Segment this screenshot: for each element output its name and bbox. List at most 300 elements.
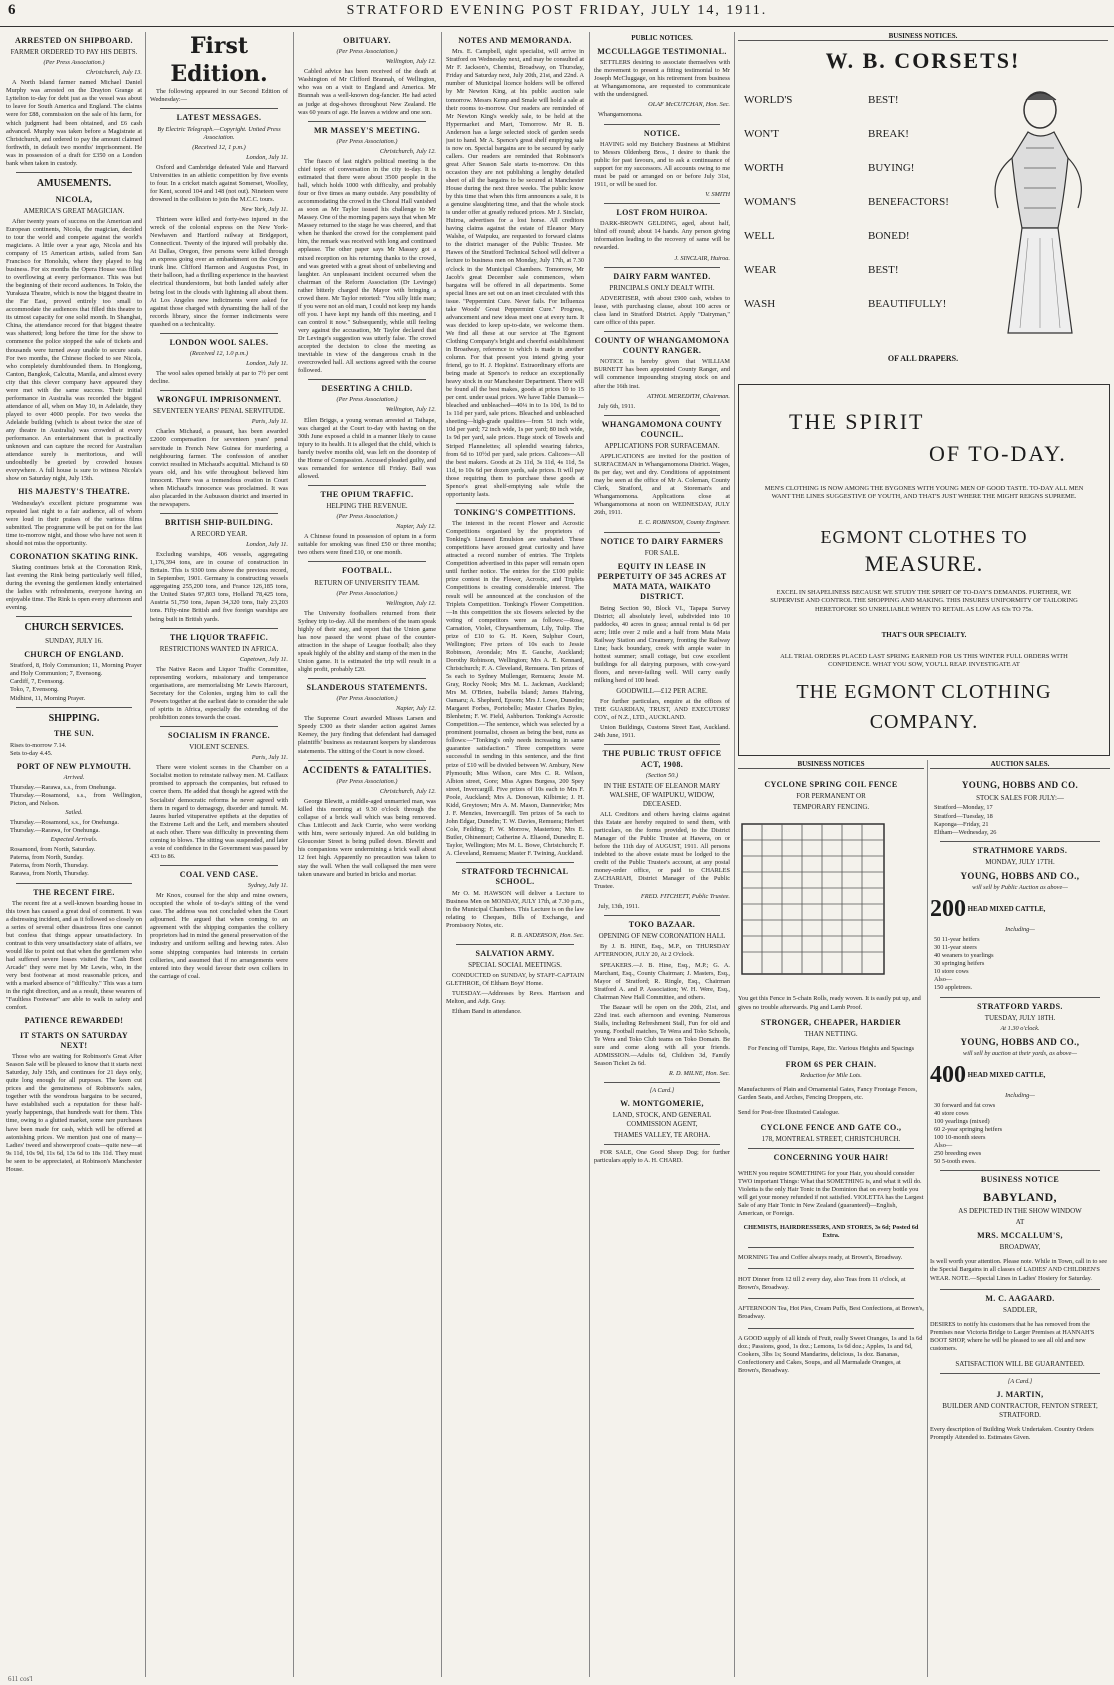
- source-line: (Per Press Association.): [43, 59, 105, 67]
- source-line: (Per Press Association.): [336, 589, 398, 597]
- list-item: Thursday.—Rarawa, s.s., from Onehunga.: [10, 783, 117, 791]
- headline: THE SUN.: [53, 729, 95, 739]
- article-text: Ellen Briggs, a young woman arrested at Taihape, was charged at the Court to-day with having on the 30th June exposed a child in a manner likely to cause injury to its health. It is alleged that the child, which is barely twelve months old, was left on the doorstep of the Home of Compassion. Accused pleaded guilty, and was remanded for sentence till Friday. Bail was allowed.: [298, 416, 436, 480]
- cattle-count: 200: [930, 896, 966, 923]
- dateline: Wellington, July 12.: [385, 58, 436, 66]
- article-text: After twenty years of success on the American and European continents, Nicola, the magician, decided to tour the world and compete against the world's magicians. A little over a year ago, Nicola and his company of 15 American artists, sailed from San Francisco for Honolulu, where they played to big business. For six months the Opera House was filled to overflowing at every performance. This was but the beginning of their record audiences. In Tokio, the Yurakaza Theatre, which is now the biggest theatre in the Far East, proved entirely too small to accommodate the audiences that filled this theatre to its utmost capacity for one solid month. In Shanghai, China, the attendance record for that biggest theatre was shattered; long before the time for the show to commence the police stopped the sale of tickets and thousands were turned away unable to secure seats. For two months, the Chinese flocked to see Nicola, who completely dumbfounded them. In Hongkong, Canton, Bangkok, Calcutta, Manila, and almost every city that this clever company have appeared they were met with the same success. Their initial performance in Australia was recorded the biggest attendance of all, when on May 10, in Adelaide, they played to over 4000 people. For two weeks the Adelaide building (which is about twice the size of any theatre in Australia) was crowded at every performance. An entertainment that is practically unknown and can capture the record for Australian attendance surely is meritorious, and will undoubtedly be greeted by crowded houses everywhere. A full house is sure to witness Nicola's show on Saturday night, July 15th.: [6, 217, 142, 483]
- section-heading: BUSINESS NOTICES: [738, 760, 924, 769]
- list-item: Stratford—Monday, 17: [934, 804, 993, 812]
- divider: [604, 532, 720, 533]
- list-item: Rises to-morrow 7.14.: [10, 741, 67, 749]
- headline: IT STARTS ON SATURDAY NEXT!: [19, 1030, 129, 1050]
- article-text: The interest in the recent Flower and Acrostic Competitions organised by the proprietors of Tonking's Linseed Emulsion are unabated. These competitions have aroused great curiosity and have attracted a record number of entries. The Triplets Competition advertised in this paper will remain open until further notice. The entries for the £100 public prize contest in the Flower, Acrostic, and Triplets Competitions is creating considerable interest. The result will be announced at the conclusion of the Triplets Competition. Tonking's Flower Competition.—In this competition the six flowers selected by the voting of competitors were as follows:—Rose, Carnation, Violet, Chrysanthemum, Lily, Tulip. The prize of £10 to G. H. Keen, Sulphur Court, Wellington; Five prizes of 10s each to Jessie Robinson, Avondale; Mrs E. Gauche, Auckland; Dorothy Robinson, Wellington; Mrs A. E. Kennard, Christchurch; F. A. Cleveland, Remuera. Ten prizes of 5s each to Sydney Mullenger, Remuera; Jessie M. Gray, Rocky Nook; Mrs M. L. Jackman, Auckland; Mrs M. O'Brien, Isabella Island; James Halving, Oamaru; A. Shepherd, Epsom; Mrs J. Lowe, Dunedin; Margaret Forbes, Portobello; Master Charles Byles, Blenheim; F. W. Field, Ashburton. Tonking's Acrostic Competition.—The sentence, which was selected by a prominent journalist, chosen as being the best, runs as follows:—"Tonking's only needs increasing in same guarantee satisfaction." Three competitors were successful in sending in this sentence, and the first prize of £10 will be divided between W. Ambury, New Plymouth; Miss Wilson, care Mrs C. R. Wilson, Albion street, Gore; Miss Agnes Burgess, 200 Spey street, Invercargill. Five prizes of 10s each to Mrs F. Poole, Auckland; Mrs A. Donovan, Kilbirnie; J. H. Kidd, Greytown; Mrs A. M. Mason, Dannevirke; Mrs J. F. Menzies, Invercargill. Ten prizes of 5s each to John Edgar, Dunedin; T. W. Davies, Remuera; Herbert Cole, Feilding; F. W. Morrow, Masterton; Mrs E. Butler, Ohinemuri; Catherine A. Eliaond, Dunedin; E. Taylor, Wellington; Mrs M. L. Bowe, Christchurch; F. A. Cleveland, Remuera; Master F. Twining, Auckland.: [446, 520, 584, 858]
- list-item: 150 appletrees.: [934, 984, 973, 992]
- divider: [160, 726, 278, 727]
- headline: ARRESTED ON SHIPBOARD.: [15, 36, 133, 45]
- dateline: New York, July 11.: [241, 206, 288, 214]
- headline: MR MASSEY'S MEETING.: [313, 125, 420, 135]
- headline: MCCULLAGGE TESTIMONIAL.: [597, 46, 727, 56]
- article-text: Wednesday's excellent picture programme was repeated last night to a fair audience, all of whom were loud in their praises of the various films submitted. The programme will be put on for the last time to-morrow night, and those who have not seen it should not miss the opportunity.: [6, 499, 142, 547]
- list-item: Cardiff, 7, Evensong.: [10, 678, 64, 686]
- headline: DESERTING A CHILD.: [321, 384, 413, 394]
- corset-advertisement: [738, 48, 1108, 374]
- subheadline: LAND, STOCK, AND GENERAL COMMISSION AGENT,: [612, 1111, 712, 1129]
- article-text: The Native Races and Liquor Traffic Committee, representing workers, missionary and temperance organisations, are memorialising Mr Lewis Harcourt, Secretary for the Colonies, urging him to call the Powers together at the earliest date to consider the sale of spirits in Africa, especially the extending of the prohibition zones towards the coast.: [150, 665, 288, 722]
- section-heading: SHIPPING.: [48, 712, 100, 724]
- subheadline: Arrived.: [63, 773, 85, 781]
- ad-word: WASH: [744, 298, 776, 310]
- card-label: [A Card.]: [1007, 1377, 1033, 1385]
- article-text: The wool sales opened briskly at par to 7½ per cent decline.: [150, 370, 288, 386]
- headline: STRATFORD YARDS.: [977, 1001, 1063, 1011]
- divider: [604, 124, 720, 125]
- notice-text: HAVING sold my Butchery Business at Midhirst to Messrs Oldenberg Bros., I desire to thank the public for past favours, and to ask a continuance of support for my successors. All accounts owing to me must be paid or arranged on or before July 31st, 1911, or will be sued for.: [594, 140, 730, 188]
- page-footer: 611 cos'l: [8, 1675, 33, 1683]
- signature: ATHOL MEREDITH, Chairman.: [647, 392, 730, 400]
- ad-text: will sell by Public Auction as above—: [972, 884, 1068, 892]
- subheadline: THAMES VALLEY, TE AROHA.: [613, 1131, 711, 1140]
- headline: YOUNG, HOBBS AND CO.: [961, 780, 1079, 790]
- headline: FOOTBALL.: [341, 566, 393, 576]
- notice-text: SPEAKERS.—J. B. Hine, Esq., M.P.; G. A. Marchant, Esq., County Chairman; J. Masters, Esq., Mayor of Stratford; R. Ringle, Esq., Chairman Stratford A. and P. Association; W. H. Were, Esq., Chairman New Hall Committee, and others.: [594, 961, 730, 1001]
- subheadline: SEVENTEEN YEARS' PENAL SERVITUDE.: [152, 407, 285, 416]
- headline: THE RECENT FIRE.: [33, 887, 115, 897]
- ad-text: WHEN you require SOMETHING for your Hair, you should consider TWO important Things: What that SOMETHING is, and what it will do. Violetta is the only Hair Tonic in the Dominion that on every bottle you will get your money refunded if not satisfied. VIOLETTA has the Largest Sale of any Hair Tonic in New Zealand (guaranteed)—English, American, or Foreign.: [738, 1169, 924, 1217]
- headline: MRS. MCCALLUM'S,: [977, 1230, 1063, 1240]
- divider: [16, 172, 132, 173]
- section-heading: CHURCH SERVICES.: [24, 622, 124, 634]
- subheadline: GOODWILL—£12 PER ACRE.: [616, 687, 708, 696]
- headline: SOCIALISM IN FRANCE.: [167, 731, 270, 741]
- list-item: 100 yearlings (mixed): [934, 1118, 990, 1126]
- notice-text: DARK-BROWN GELDING, aged, about half, blind off round; about 14 hands. Any person giving information leading to the recovery of same will be rewarded.: [594, 220, 730, 252]
- source-line: (Per Press Association.): [336, 396, 398, 404]
- signature: OLAF McCUTCHAN, Hon. Sec.: [648, 101, 730, 109]
- signature: FRED. FITCHETT, Public Trustee.: [640, 893, 730, 901]
- dateline: Christchurch, July 13.: [85, 69, 142, 77]
- ad-word: WEAR: [744, 264, 777, 276]
- article-text: Oxford and Cambridge defeated Yale and Harvard Universities in an athletic competition by five events to four. In a cricket match against Somerset, Woolley, for Kent, scored 104 and 148 (not out). Nineteen were drowned in the collision to join the M.C.C. tours.: [150, 163, 288, 204]
- headline: YOUNG, HOBBS AND CO.,: [960, 870, 1080, 881]
- divider: [748, 1268, 914, 1269]
- section-heading: BUSINESS NOTICES.: [738, 32, 1108, 41]
- ad-text: For Fencing off Turnips, Rape, Etc. Various Heights and Spacings: [747, 1045, 915, 1053]
- cyclone-fence-advertisement: [738, 776, 924, 1676]
- list-item: Stratford—Tuesday, 18: [934, 812, 993, 820]
- dateline: Paris, July 11.: [251, 754, 288, 762]
- ad-text: Send for Post-free Illustrated Catalogue.: [738, 1108, 840, 1116]
- divider: [308, 121, 426, 122]
- ad-word: BUYING!: [868, 162, 915, 174]
- list-item: Rosamond, from North, Saturday.: [10, 846, 96, 854]
- list-item: Midhirst, 11, Morning Prayer.: [10, 694, 86, 702]
- article-text: Charles Michaud, a peasant, has been awarded £2000 compensation for seventeen years' penal servitude in French New Guinea for murdering a neighbouring farmer. The confession of another convict resulted in Michaud's acquittal. Michaud is 60 years old, and his wife throughout believed him innocent. There was a tremendous ovation in Court when Michaud's innocence was proclaimed. It was also placarded in the Aubusson district and inserted in the newspapers.: [150, 428, 288, 508]
- list-item: 250 breeding ewes: [934, 1150, 982, 1158]
- date: July 6th, 1911.: [598, 402, 636, 410]
- divider: [940, 1289, 1100, 1290]
- divider: [604, 267, 720, 268]
- subheadline: Including—: [1005, 926, 1035, 934]
- received-line: (Received 12, 1.0 p.m.): [189, 350, 249, 357]
- headline: NOTES AND MEMORANDA.: [458, 36, 572, 45]
- subheadline: IN THE ESTATE OF ELEANOR MARY WALSHE, OF WAIPUKU, WIDOW, DECEASED.: [603, 781, 721, 808]
- article-text: TUESDAY.—Addresses by Revs. Harrison and Melton, and Adjt. Gray.: [446, 990, 584, 1006]
- auction-sales: [930, 776, 1110, 1676]
- list-item: 50 5-tooth ewes.: [934, 1158, 976, 1166]
- page-number: 6: [8, 2, 16, 18]
- column-rule: [293, 32, 294, 1677]
- list-item: 30 springing heifers: [934, 960, 985, 968]
- article-text: A Chinese found in possession of opium in a form suitable for smoking was fined £50 or three months; two others were fined £10, or one month.: [298, 533, 436, 557]
- divider: [940, 1373, 1100, 1374]
- headline: J. MARTIN,: [996, 1389, 1044, 1399]
- headline: CHURCH OF ENGLAND.: [24, 650, 124, 660]
- subheadline: THAN NETTING.: [804, 1030, 858, 1039]
- headline: CORONATION SKATING RINK.: [9, 551, 139, 561]
- ad-text: MEN'S CLOTHING IS NOW AMONG THE BYGONES WITH YOUNG MEN OF GOOD TASTE. TO-DAY ALL MEN WANT THE LINES SUGGESTIVE OF YOUTH, AND THAT'S JUST WHERE THE MIGHT REIGNS SUPREME.: [764, 485, 1084, 501]
- ad-title: THE EGMONT CLOTHING: [796, 681, 1052, 703]
- divider: [456, 503, 574, 504]
- source-line: (Per Press Association.): [336, 695, 398, 703]
- ad-text: You get this Fence in 5-chain Rolls, ready woven. It is easily put up, and gives no trouble afterwards. Pig and Lamb Proof.: [738, 995, 921, 1011]
- list-item: Kaponga—Friday, 21: [934, 820, 989, 828]
- newspaper-title: STRATFORD EVENING POST FRIDAY, JULY 14, 1911.: [346, 3, 768, 18]
- source-line: (Per Press Association.): [336, 513, 398, 521]
- divider: [160, 865, 278, 866]
- list-item: Toko, 7, Evensong.: [10, 686, 59, 694]
- headline: SALVATION ARMY.: [475, 948, 555, 958]
- subheadline: RESTRICTIONS WANTED IN AFRICA.: [159, 644, 279, 653]
- headline: THE OPIUM TRAFFIC.: [320, 489, 414, 499]
- section-heading: AUCTION SALES.: [930, 760, 1110, 769]
- ad-text: EXCEL IN SHAPELINESS BECAUSE WE STUDY THE SPIRIT OF TO-DAY'S DEMANDS. FURTHER, WE SUPERVISE AND CONTROL THE SHOPPING AND MAKING. THIS INSURES UNIFORMITY OF TAILORING HERETOFORE SO UNRELIABLE WHEN TO RETAIL AS LOW AS 63s TO 75s.: [770, 589, 1078, 613]
- subheadline: MONDAY, JULY 17TH.: [985, 857, 1055, 866]
- source-line: (Per Press Association.): [336, 48, 398, 56]
- subheadline: BUILDER AND CONTRACTOR, FENTON STREET, STRATFORD.: [942, 1402, 1098, 1420]
- subheadline: FARMER ORDERED TO PAY HIS DEBTS.: [10, 48, 138, 57]
- signature: R. D. MILNE, Hon. Sec.: [668, 1070, 730, 1078]
- column-4: [446, 32, 584, 1677]
- article-text: Thirteen were killed and forty-two injured in the wreck of the colonial express on the New York-Newhaven and Hartford railway at Bridgeport, Connecticut. Twenty of the injured will probably die. At Dallas, Oregon, five persons were killed through an express going over an embankment on the Oregon trunk line. Clifford Harmon and Augustus Post, in their balloon, had a thrilling experience in the heaviest electrical thunderstorm, but both landed safely after being lost in the clouds with lightning all about them. At Los Angeles new indictments were asked for against those charged with dynamiting the hall of the records library, since the former indictments were quashed on a technicality.: [150, 216, 288, 328]
- divider: [940, 1170, 1100, 1171]
- headline: STRATFORD TECHNICAL SCHOOL.: [461, 867, 569, 887]
- address: 178, MONTREAL STREET, CHRISTCHURCH.: [761, 1135, 901, 1144]
- list-item: 10 store cows: [934, 968, 969, 976]
- divider: [748, 1328, 914, 1329]
- dateline: Christchurch, July 12.: [379, 147, 436, 155]
- headline: HIS MAJESTY'S THEATRE.: [18, 487, 130, 497]
- ad-specialty: THAT'S OUR SPECIALTY.: [881, 631, 967, 639]
- headline: COAL VEND CASE.: [179, 869, 259, 879]
- headline: BABYLAND,: [983, 1189, 1057, 1204]
- ad-word: BEAUTIFULLY!: [868, 298, 947, 310]
- place: Whangamomona.: [598, 111, 643, 119]
- dateline: Capetown, July 11.: [239, 655, 288, 663]
- divider: [748, 1247, 914, 1248]
- subheadline: SADDLER,: [1002, 1306, 1038, 1315]
- ad-title: W. B. CORSETS!: [825, 48, 1021, 73]
- divider: [604, 744, 720, 745]
- source-line: (Per Press Association.): [336, 778, 398, 786]
- ad-text: ALL TRIAL ORDERS PLACED LAST SPRING EARNED FOR US THIS WINTER FULL ORDERS WITH CONFIDENCE. WHAT YOU SOW, YOU'LL REAP. INVESTIGATE AT: [780, 653, 1068, 669]
- article-text: Mrs. E. Campbell, sight specialist, will arrive in Stratford on Wednesday next, and may be consulted at Mr F. Jackson's, Chemist, Broadway, on Thursday, Friday and Saturday next, July 20th, 21st, and 22nd. A number of Municipal licence holders will be offered by Mr Newton King, at his public auction sale tomorrow. Messrs Kemp and Smale will hold a sale at their rooms to-morrow. Our readers are reminded of Mr Newton King's weekly sale, to be held at the Hypermarket and Mart, Tomorrow. Mr R. B. Anderson has a large selected stock of garden seeds just to hand. Mr A. Spence's great shelf emptying sale is now on. Special bargains are to be secured by early callers. Our readers are reminded that Robinson's great After Season Sale starts to-morrow. On this occasion they are not publishing a lengthy detailed sheet of all the bargains to be secured at Manchester House during the next three weeks. The public know by this time that when this firm announces a sale, it is a genuine slaughtering time, and that the whole stock is under offer at greatly reduced prices. Mr J. Sinclair, Huiroa, advertises for a lost horse. All creditors having claims against the estate of Eleanor Mary Walshe, of Waipuku, are requested to forward claims to the district manager of the Public Trustee. Mr Hawes of the Stratford Technical School will deliver a lecture to business men on Monday, July 17th, at 7.30 o'clock in the Municipal Chambers. Tomorrow, Mr Jacob's great December sale commences, when bargains will be offered in all departments. Some special lines are set out on an inset circulated with this issue. "Peppermint Cure. Never fails. For Influenza take Woods' Great Peppermint Cure." Progress, advancement and new ideas meet one at every turn. It was decided to keep up-to-date, we welcome them. We find all these at our service at The Egmont Clothing Company's bright and cheerful establishment in Broadway, reference to which is made in another column. For that present you intend giving your friend, go to H. J. Hopkins'. Extraordinary efforts are being made at Spence's to reduce an exceptionally heavy stock in our Manchester Department. There will be found all the best makes, goods at prices 10 to 15 per cent. under usual prices. We have Table Damask—bleached and unbleached—40¼ in to 1s 10d, 1s 8d to 1s 11d per yard, sale prices. Bleached and unbleached sheeting—high-grade qualities—from 51 inch wide, 10d per yard; 72 inch wide, 1s per yard; 80 inch wide, 1s 9d per yard, sale prices. Huge stock of Towels and Striped Flannelettes; all splendid wearing fabrics, from 6d to 10½d per yard, sale prices. Calicoes—All the best makers. Goods at 2s 11d, 3s 11d, 4s 11d, 5s 11d, to 10s 6d per dozen yards, sale prices. It will pay those requiring them to purchase these goods at Spence's great shelf-emptying sale while the opportunity lasts.: [446, 48, 584, 498]
- date: July, 13th, 1911.: [598, 903, 640, 911]
- list-item: Sets to-day 4.45.: [10, 749, 53, 757]
- subheadline: FOR SALE.: [644, 548, 680, 557]
- subheadline: AMERICA'S GREAT MAGICIAN.: [23, 206, 125, 215]
- divider: [604, 1082, 720, 1083]
- ad-word: BONED!: [868, 230, 910, 242]
- list-item: 40 store cows: [934, 1110, 969, 1118]
- ad-text: HOT Dinner from 12 till 2 every day, also Teas from 11 o'clock, at Brown's, Broadway.: [738, 1275, 906, 1291]
- article-text: CONDUCTED on SUNDAY, by STAFF-CAPTAIN GLETHROE, Of Eltham Boys' Home.: [446, 972, 584, 988]
- subheadline: SPECIAL SOCIAL MEETINGS.: [468, 961, 562, 970]
- headline: DAIRY FARM WANTED.: [613, 271, 711, 281]
- headline: W. MONTGOMERIE,: [620, 1099, 704, 1109]
- divider: [308, 485, 426, 486]
- article-text: The University footballers returned from their Sydney trip to-day. All the members of the team speak highly of their stay, and report that the Union game has now passed the worst phase of the counter-attraction in the shape of League football; also they speak highly of the ability and stamp of the men in the Union game. It is estimated the trip will result in a slight profit, probably £20.: [298, 609, 436, 673]
- headline: HEAD MIXED CATTLE,: [967, 1071, 1046, 1080]
- received-line: (Received 12, 1 p.m.): [192, 143, 246, 151]
- dateline: Paris, July 11.: [251, 418, 288, 426]
- corset-figure-illustration: [968, 88, 1098, 338]
- ad-footer: OF ALL DRAPERS.: [887, 354, 959, 363]
- headline: STRATHMORE YARDS.: [972, 845, 1068, 855]
- dateline: Wellington, July 12.: [385, 406, 436, 414]
- headline: CONCERNING YOUR HAIR!: [773, 1153, 889, 1163]
- headline: COUNTY OF WHANGAMOMONA COUNTY RANGER.: [594, 335, 730, 356]
- divider: [940, 997, 1100, 998]
- list-item: 60 2-year springing heifers: [934, 1126, 1003, 1134]
- headline: LONDON WOOL SALES.: [169, 337, 269, 347]
- ad-word: WOMAN'S: [744, 196, 797, 208]
- article-text: George Blewitt, a middle-aged unmarried man, was killed this morning at 9.30 o'clock through the collapse of a brick wall which was being removed. Chas Littlecott and Jack Currie, who were working with him, were seriously injured. An old building in Gloucester Street is being pulled down. Blewitt and his companions were undermining a brick wall about 12 feet high. Apparently no precaution was taken to stay the wall. When the wall collapsed the men were taken unaware and buried in bricks and mortar.: [298, 798, 436, 878]
- list-item: Paterna, from North, Sunday.: [10, 854, 84, 862]
- dateline: Sydney, July 11.: [247, 882, 288, 890]
- article-text: Mr O. M. HAWSON will deliver a Lecture to Business Men on MONDAY, JULY 17th, at 7.30 p.m., in the Municipal Chambers. This Lecture is on the law relating to Cheques, Bills of Exchange, and Promissory Notes, etc.: [446, 889, 584, 929]
- dateline: Napier, July 12.: [396, 705, 436, 713]
- headline: WHANGAMOMONA COUNTY COUNCIL.: [601, 419, 723, 439]
- subheadline: AS DEPICTED IN THE SHOW WINDOW: [958, 1207, 1082, 1216]
- ad-title: THE SPIRIT: [789, 409, 925, 434]
- list-item: 40 weaners to yearlings: [934, 952, 994, 960]
- ad-title: MEASURE.: [864, 551, 984, 576]
- notice-text: SETTLERS desiring to associate themselves with the movement to present a fitting testimonial to Mr Joseph McCluggage, on his retirement from business at Whangamomona, are requested to communicate with the undersigned.: [594, 59, 730, 99]
- column-rule: [145, 32, 146, 1677]
- ad-word: BREAK!: [868, 128, 909, 140]
- notice-text: FOR SALE, One Good Sheep Dog; for further particulars apply to A. H. CHARD.: [594, 1149, 730, 1165]
- notice-text: ADVERTISER, with about £900 cash, wishes to lease, with purchasing clause, about 100 acres or class land in Stratford District. Apply "Dairyman," care office of this paper.: [594, 294, 730, 326]
- subheadline: A RECORD YEAR.: [190, 530, 248, 539]
- divider: [16, 883, 132, 884]
- column-rule: [589, 32, 590, 1677]
- divider: [308, 760, 426, 761]
- headline: PATIENCE REWARDED!: [24, 1016, 124, 1026]
- divider: [160, 513, 278, 514]
- dateline: Christchurch, July 12.: [379, 788, 436, 796]
- ad-text: DESIRES to notify his customers that he has removed from the Premises near Victoria Bridge to Larger Premises at HANNAH'S BOOT SHOP, where he will be pleased to see all old and new customers.: [930, 1321, 1095, 1353]
- article-text: Cabled advice has been received of the death at Washington of Mr Clifford Brannah, of Wellington, who was on a visit to England and America. Mr Brannah was a well-known dog-fancier. He had acted as judge at dog-shows throughout New Zealand. He was 60 years of age. He leaves a widow and one son.: [298, 68, 436, 116]
- ad-text: A GOOD supply of all kinds of Fruit, really Sweet Oranges, 1s and 1s 6d doz.; Passions, good, 1s doz.; Lemons, 1s 6d doz.; Apples, 1s and 6d, Cookers, 3lbs 1s; Sound Mandarins, delicious, 1s doz. Bananas, Confectionery and Cakes, Soups, and all Marmalade Oranges, at Brown's, Broadway.: [738, 1335, 923, 1375]
- list-item: Paterna, from North, Thursday.: [10, 862, 89, 870]
- divider: [160, 390, 278, 391]
- egmont-clothing-advertisement: [738, 384, 1110, 756]
- ad-word: WORLD'S: [744, 94, 793, 106]
- subheadline: BROADWAY,: [999, 1243, 1041, 1252]
- list-item: Eltham—Wednesday, 26: [934, 828, 997, 836]
- subheadline: Sailed.: [65, 809, 83, 817]
- dateline: Wellington, July 12.: [385, 599, 436, 607]
- dateline: London, July 11.: [246, 541, 288, 549]
- notice-text: APPLICATIONS are invited for the position of SURFACEMAN in Whangamomona District. Wages, 8s per day, wet and dry. Conditions of appointment may be seen at the office of Mr A. Coleman, County Clerk, Stratford, and at Storeman's and Whangamomona. Applications close at Whangamomona at noon on WEDNESDAY, JULY 26th, 1911.: [594, 453, 730, 517]
- divider: [604, 415, 720, 416]
- notice-text: ALL Creditors and others having claims against this Estate are hereby required to send them, with particulars, on the forms provided, to the District Manager of the Public Trustee at Hawera, on or before the 11th day of AUGUST, 1911. All persons indebted to the above estate must be lodged to the credit of the Public Trustee's account, at any postal money-order office, or paid to CHARLES ZACHARIAH, District Manager of the Public Trustee.: [594, 810, 730, 891]
- first-edition-heading: First Edition.: [170, 33, 268, 88]
- subheadline: PRINCIPALS ONLY DEALT WITH.: [609, 283, 715, 292]
- ad-text: Reduction for Mile Lots.: [800, 1071, 862, 1079]
- divider: [456, 944, 574, 945]
- subheadline: APPLICATIONS FOR SURFACEMAN.: [604, 442, 720, 451]
- source-line: (Per Press Association.): [336, 137, 398, 145]
- headline: FROM 6S PER CHAIN.: [785, 1059, 877, 1069]
- headline: CYCLONE FENCE AND GATE CO.,: [760, 1123, 902, 1133]
- notice-text: For further particulars, enquire at the offices of THE GUARDIAN, TRUST, AND EXECUTORS' COY., of N.Z., LTD., AUCKLAND.: [594, 698, 730, 722]
- signature: R. B. ANDERSON, Hon. Sec.: [510, 931, 584, 939]
- headline: STRONGER, CHEAPER, HARDIER: [760, 1017, 902, 1027]
- headline: SLANDEROUS STATEMENTS.: [306, 682, 428, 692]
- headline: HEAD MIXED CATTLE,: [967, 905, 1046, 914]
- divider: [16, 707, 132, 708]
- subheadline: (Section 50.): [645, 771, 679, 779]
- ad-text: CHEMISTS, HAIRDRESSERS, AND STORES, 3s 6d; Posted 6d Extra.: [743, 1224, 919, 1240]
- subheadline: SATISFACTION WILL BE GUARANTEED.: [955, 1359, 1085, 1368]
- headline: WRONGFUL IMPRISONMENT.: [156, 395, 282, 405]
- divider: [160, 333, 278, 334]
- list-item: Also—: [934, 976, 953, 984]
- headline: YOUNG, HOBBS AND CO.,: [960, 1036, 1080, 1047]
- article-text: Those who are waiting for Robinson's Great After Season Sale will be pleased to know that it starts next Saturday, July 15th, and continues for 21 days only, quite long enough for all purposes. The keen cut prices and the genuineness of Robinson's sales, together with the wondrous bargains to be secured, have established such a reputation for these half-yearly happenings, that hundreds wait for them. This time, owing to a glutted market, some rare purchases have been made for cash, which will be offered at astonishing prices. We mention just one of many—Ladies' tweed and showerproof coats—quite new—at 9s 11d, 10s 9d, 11s 6d, 13s 6d to 18s 11d. They must be seen to be appreciated, at Robinson's Manchester House.: [6, 1053, 142, 1173]
- notice-text: By J. B. HINE, Esq., M.P., on THURSDAY AFTERNOON, JULY 20, At 2 O'clock.: [594, 943, 730, 959]
- ad-word: BEST!: [868, 94, 899, 106]
- list-item: Also—: [934, 1142, 953, 1150]
- headline: NICOLA,: [55, 194, 93, 204]
- headline: BRITISH SHIP-BUILDING.: [165, 517, 273, 527]
- list-item: Thursday.—Rosamond, s.s., from Wellington, Picton, and Nelson.: [10, 792, 142, 808]
- list-item: Thursday.—Rosamond, s.s., for Onehunga.: [10, 819, 119, 827]
- notice-text: The Bazaar will be open on the 20th, 21st, and 22nd inst. each afternoon and evening. Numerous Stalls, including Refreshment Stall, Fun for old and young. Football matches, Te Wera and Toko Schools, Te Wera and Toko Club teams on Toko Domain. Be sure and come along with all your friends. ADMISSION.—Adults 6d, Children 3d, Family Season Ticket 2s 6d.: [594, 1003, 730, 1068]
- article-text: There were violent scenes in the Chamber on a Socialist motion to reinstate railway men. M. Caillaux promised to approach the companies, but refused to coerce them. He added that though he agreed with the Socialists' democratic reforms he never agreed with them in regard to demagogy, disorder and tumult. M. Jaures hurled vituperative epithets at the deputies of the Extreme Left and the Left, and members shouted at each other. There was difficulty in preventing them coming to blows. The sitting was suspended, and later a vote of confidence in the Government was passed by 433 to 86.: [150, 764, 288, 860]
- notice-text: NOTICE is hereby given that WILLIAM BURNETT has been appointed County Ranger, and will commence impounding straying stock on and after the 16th inst.: [594, 358, 730, 390]
- article-text: Skating continues brisk at the Coronation Rink, last evening the Rink being particularly well filled, during the evening the gentlemen kindly entertained the ladies with refreshments, everyone having an enjoyable time. The Rink is open every afternoon and evening.: [6, 564, 142, 612]
- column-3: [298, 32, 436, 1677]
- signature: V. SMITH: [705, 191, 730, 199]
- column-1: [6, 32, 142, 1677]
- subheadline: STOCK SALES FOR JULY:—: [976, 793, 1064, 802]
- ad-title: CYCLONE SPRING COIL FENCE: [764, 780, 898, 789]
- article-text: Eltham Band in attendance.: [452, 1008, 522, 1016]
- subheadline: VIOLENT SCENES.: [189, 743, 249, 752]
- divider: [604, 203, 720, 204]
- ad-text: Manufacturers of Plain and Ornamental Gates, Fancy Frontage Fences, Garden Seats, and Arches, Fencing Droppers, etc.: [738, 1086, 918, 1102]
- subheadline: Expected Arrivals.: [50, 836, 98, 844]
- subheadline: Including—: [1005, 1092, 1035, 1100]
- subheadline: TEMPORARY FENCING.: [792, 803, 870, 812]
- ad-text: will sell by auction at their yards, as above—: [963, 1050, 1077, 1058]
- divider: [160, 628, 278, 629]
- list-item: Stratford, 8, Holy Communion; 11, Morning Prayer and Holy Communion; 7, Evensong.: [10, 662, 142, 678]
- section-heading: PUBLIC NOTICES.: [631, 34, 693, 42]
- headline: LATEST MESSAGES.: [176, 113, 262, 123]
- subheadline: TUESDAY, JULY 18TH.: [984, 1013, 1056, 1022]
- list-item: 30 11-year steers: [934, 944, 977, 952]
- column-2: [150, 32, 288, 1677]
- headline: NOTICE.: [643, 128, 681, 138]
- article-text: The following appeared in our Second Edition of Wednesday:—: [150, 88, 288, 104]
- subheadline: SUNDAY, JULY 16.: [45, 637, 103, 646]
- divider: [160, 108, 278, 109]
- divider: [308, 678, 426, 679]
- ad-word: BEST!: [868, 264, 899, 276]
- divider: [456, 862, 574, 863]
- dateline: London, July 11.: [246, 153, 288, 161]
- ad-word: BENEFACTORS!: [868, 196, 949, 208]
- headline: TOKO BAZAAR.: [628, 920, 696, 930]
- divider: [604, 1144, 720, 1145]
- divider: [308, 379, 426, 380]
- cattle-count: 400: [930, 1062, 966, 1089]
- headline: THE LIQUOR TRAFFIC.: [169, 632, 269, 642]
- subheadline: RETURN OF UNIVERSITY TEAM.: [314, 578, 420, 587]
- headline: LOST FROM HUIROA.: [616, 208, 708, 218]
- headline: THE PUBLIC TRUST OFFICE ACT, 1908.: [602, 749, 722, 769]
- column-5: [594, 32, 730, 1677]
- article-text: The Supreme Court awarded Misses Larsen and Speedy £300 as their slander action against James Keeney, the jury finding that defendant had damaged plaintiffs' business as restaurant keepers by slanderous statements. The sitting of the Court is now closed.: [298, 715, 436, 755]
- ad-text: MORNING Tea and Coffee always ready, at Brown's, Broadway.: [738, 1254, 903, 1261]
- list-item: 50 11-year heifers: [934, 936, 980, 944]
- signature: J. SINCLAIR, Huiroa.: [674, 254, 730, 262]
- headline: ACCIDENTS & FATALITIES.: [302, 764, 432, 775]
- subheadline: FOR PERMANENT OR: [796, 792, 866, 801]
- list-item: 100 10-month steers: [934, 1134, 986, 1142]
- divider: [940, 841, 1100, 842]
- list-item: Thursday.—Rarawa, for Onehunga.: [10, 827, 100, 835]
- ad-title: COMPANY.: [869, 711, 979, 733]
- subheadline: OPENING OF NEW CORONATION HALL: [598, 932, 726, 941]
- masthead: [0, 0, 1114, 27]
- ad-title: EGMONT CLOTHES TO: [820, 527, 1028, 547]
- divider: [748, 1298, 914, 1299]
- fence-illustration: [738, 820, 888, 980]
- notice-text: Being Section 90, Block VI., Tapapa Survey District; all absolutely level, subdivided into 10 paddocks, 40 acres in grass; annual rental is 6d per acre; little over 2 mile and a half from Mata Mata Railway Station and Creamery, fronting the Railway Line; back boundary, creek with ample water in hottest summer; small cottage, but cow excellent buildings for all dairying purposes, with cow-yard floors, and never-failing well. Will carry easily milking herd of 100 head.: [594, 604, 730, 685]
- article-text: A North Island farmer named Michael Daniel Murphy was arrested on the Drayton Grange at Lyttelton to-day for debt just as the vessel was about to leave for South America and England. The claims were for £88, commission on the sale of his farm, for which judgment had been obtained, and £6 cash advanced. Murphy was taken before a Magistrate at Christchurch, and ordered to pay the amount claimed forthwith, in default two months' imprisonment. He was in possession of a draft for £350 on a London bank when taken in custody.: [6, 79, 142, 167]
- dateline: London, July 11.: [246, 360, 288, 368]
- divider: [308, 561, 426, 562]
- dateline: Napier, July 12.: [396, 523, 436, 531]
- headline: PORT OF NEW PLYMOUTH.: [16, 761, 132, 771]
- headline: OBITUARY.: [343, 36, 391, 45]
- divider: [16, 616, 132, 617]
- headline: BUSINESS NOTICE: [980, 1175, 1060, 1185]
- time: At 1.30 o'clock.: [1000, 1024, 1040, 1032]
- headline: M. C. AAGAARD.: [985, 1293, 1055, 1303]
- signature: E. C. ROBINSON, County Engineer.: [638, 519, 730, 527]
- headline: TONKING'S COMPETITIONS.: [454, 507, 576, 517]
- article-text: The recent fire at a well-known boarding house in this town has caused a great deal of comment. It was a distressing incident, and as it followed so closely on a series of several other disastrous fires one cannot but confess that things appear unsatisfactory. In contrast to this very unsatisfactory state of affairs, we would like to point out that when the gentlemen who had suffered severe losses visited the "Cash Boot Arcade" they were met by Mr Lewis, who, in the very best footwear at most reasonable prices, and with a marked absence of "difficulty." This was a turn in the right direction, and as a result, these wearers of "Faultless Footwear" are able to walk in safety and comfort.: [6, 899, 142, 1012]
- column-rule: [927, 760, 928, 1677]
- article-text: Mr Knox, counsel for the ship and mine owners, occupied the whole of to-day's sitting of the vend case. The address was not concluded when the Court adjourned. He argued that when coming to an agreement with the shipping companies the colliery proprietors had in mind the general preservation of the industry and uniform selling and hewing rates. Also some shipping companies had interests in certain collieries, and assumed that if no arrangements were entered into they would favour their own colliers in the carriage of coal.: [150, 892, 288, 980]
- column-rule: [441, 32, 442, 1677]
- ad-text: AFTERNOON Tea, Hot Pies, Cream Puffs, Best Confections, at Brown's, Broadway.: [738, 1305, 924, 1321]
